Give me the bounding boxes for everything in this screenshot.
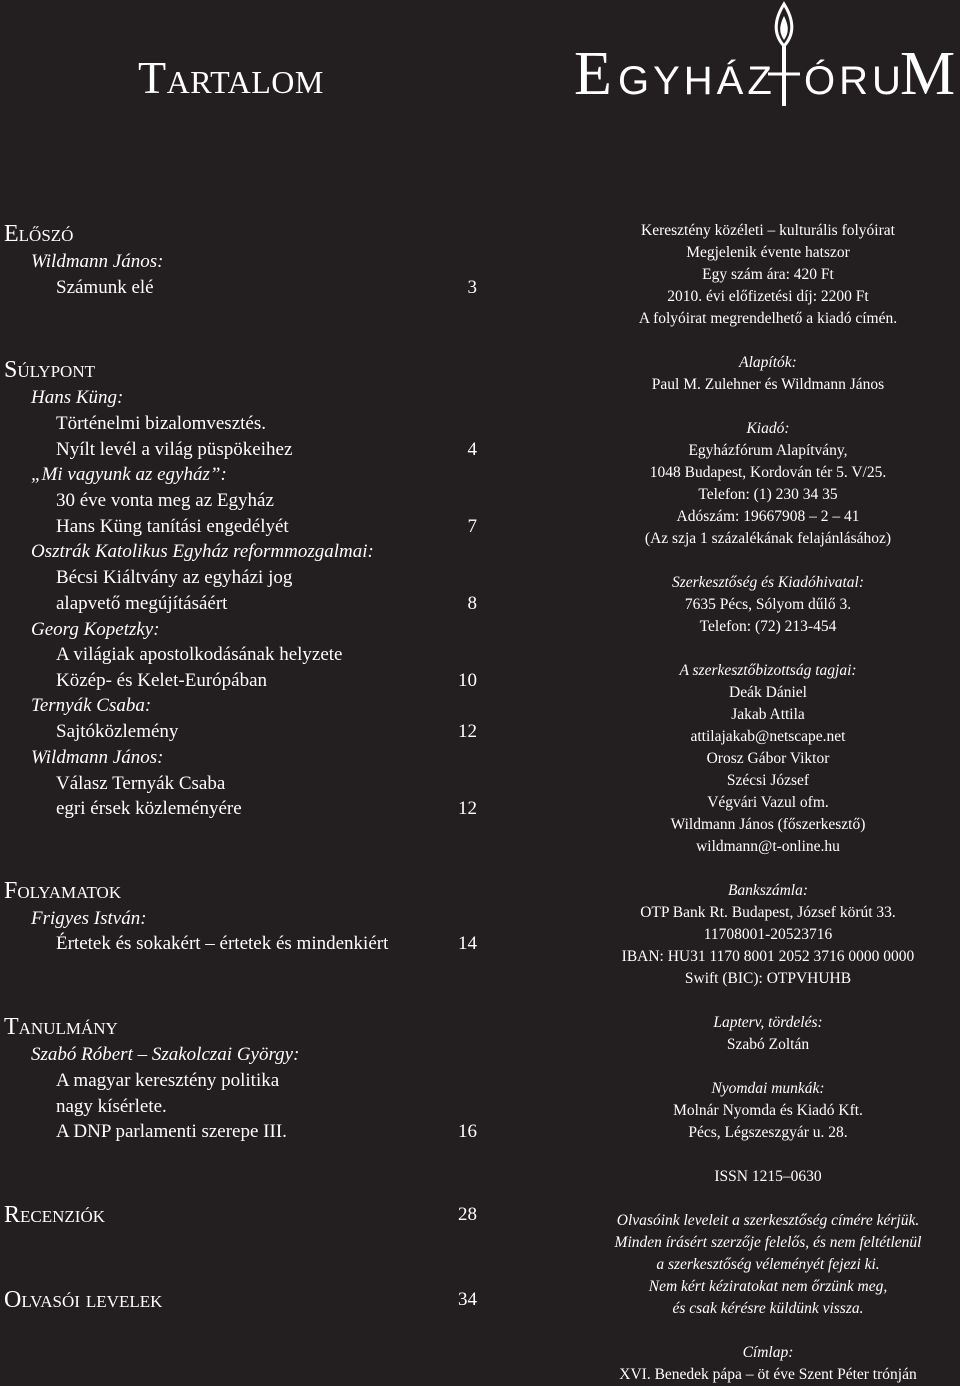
toc-author (0, 618, 480, 642)
imprint-line: XVI. Benedek pápa – öt éve Szent Péter trónján (619, 1366, 917, 1383)
imprint-line: Keresztény közéleti – kulturális folyóirat (641, 222, 895, 239)
imprint-line: Egyházfórum Alapítvány, (688, 442, 848, 459)
toc-text: Előszó (4, 221, 74, 247)
imprint-line: 1048 Budapest, Kordován tér 5. V/25. (649, 464, 887, 481)
toc-page-number: 12 (458, 721, 477, 742)
imprint-line: Szabó Zoltán (726, 1036, 810, 1053)
toc-page-number: 12 (458, 798, 477, 819)
toc-page-number: 7 (467, 516, 477, 537)
imprint-label: és csak kérésre küldünk vissza. (672, 1300, 864, 1317)
imprint-label: Olvasóink leveleit a szerkesztőség címére kérjük. (616, 1212, 920, 1229)
toc-text: Történelmi bizalomvesztés. (56, 413, 266, 434)
toc-text: Olvasói levelek (4, 1287, 163, 1313)
imprint-line: Wildmann János (főszerkesztő) (670, 816, 866, 833)
toc-section (0, 358, 480, 382)
toc-entry (0, 932, 480, 956)
imprint-line: Paul M. Zulehner és Wildmann János (651, 376, 885, 393)
toc-text: Közép- és Kelet-Európában (56, 670, 268, 691)
imprint-line: (Az szja 1 százalékának felajánlásához) (644, 530, 892, 547)
toc-section (0, 222, 480, 246)
imprint-column (578, 0, 958, 1385)
toc-page-number: 4 (467, 439, 477, 460)
toc-text: 30 éve vonta meg az Egyház (56, 490, 274, 511)
imprint-line: A folyóirat megrendelhető a kiadó címén. (638, 310, 898, 327)
toc-page-number: 14 (458, 933, 477, 954)
imprint-label: a szerkesztőség véleményét fejezi ki. (656, 1256, 880, 1273)
toc-page-number: 3 (467, 277, 477, 298)
imprint-line: Deák Dániel (729, 684, 807, 701)
toc-text: Súlypont (4, 357, 95, 383)
toc-section (0, 879, 480, 903)
imprint-label: Címlap: (742, 1344, 794, 1361)
toc-page-number: 28 (458, 1204, 477, 1225)
toc-text: egri érsek közleményére (56, 798, 242, 819)
toc-text: A DNP parlamenti szerepe III. (56, 1121, 287, 1142)
toc-entry (0, 438, 480, 462)
imprint-line: Molnár Nyomda és Kiadó Kft. (673, 1102, 863, 1119)
toc-text: Értetek és sokakért – értetek és mindenkiért (56, 933, 389, 954)
toc-text: Ternyák Csaba: (31, 695, 152, 716)
toc-author (0, 250, 480, 274)
toc-author (0, 694, 480, 718)
toc-text: nagy kísérlete. (56, 1096, 167, 1117)
imprint-label: Nem kért kéziratokat nem őrzünk meg, (648, 1278, 888, 1295)
toc-text: Folyamatok (4, 878, 122, 904)
toc-entry (0, 720, 480, 744)
toc-page-number: 10 (458, 670, 477, 691)
toc-text: Osztrák Katolikus Egyház reformmozgalmai: (31, 541, 374, 562)
toc-text: Bécsi Kiáltvány az egyházi jog (56, 567, 293, 588)
toc-entry (0, 515, 480, 539)
svg-text:M: M (900, 40, 956, 108)
imprint-line: wildmann@t-online.hu (696, 838, 840, 855)
imprint-line: OTP Bank Rt. Budapest, József körút 33. (640, 904, 896, 921)
imprint-line: Pécs, Légszeszgyár u. 28. (688, 1124, 848, 1141)
svg-text:E: E (574, 40, 612, 108)
page-title: Tartalom (138, 52, 324, 103)
toc-text: „Mi vagyunk az egyház”: (31, 464, 227, 485)
imprint-line: Jakab Attila (731, 706, 805, 723)
toc-page-number: 16 (458, 1121, 477, 1142)
toc-text: A magyar keresztény politika (56, 1070, 280, 1091)
imprint-line: Telefon: (1) 230 34 35 (698, 486, 838, 503)
toc-section (0, 1015, 480, 1039)
toc-page-number: 8 (467, 593, 477, 614)
toc-author (0, 1043, 480, 1067)
imprint-line: Végvári Vazul ofm. (707, 794, 829, 811)
imprint-label: A szerkesztőbizottság tagjai: (679, 662, 857, 679)
imprint-line: Szécsi József (726, 772, 810, 789)
toc-author (0, 746, 480, 770)
imprint-line: IBAN: HU31 1170 8001 2052 3716 0000 0000 (621, 948, 915, 965)
imprint-line: Swift (BIC): OTPVHUHB (684, 970, 852, 987)
toc-text: Tanulmány (4, 1014, 118, 1040)
toc-entry (0, 489, 480, 513)
toc-text: Szabó Róbert – Szakolczai György: (31, 1044, 300, 1065)
toc-text: alapvető megújításáért (56, 593, 228, 614)
toc-text: Wildmann János: (31, 747, 164, 768)
imprint-line: Orosz Gábor Viktor (706, 750, 830, 767)
toc-author (0, 907, 480, 931)
imprint-line: 7635 Pécs, Sólyom dűlő 3. (684, 596, 852, 613)
toc-entry (0, 772, 480, 796)
imprint-line: Egy szám ára: 420 Ft (702, 266, 834, 283)
toc-text: Számunk elé (56, 277, 154, 298)
imprint-line: Adószám: 19667908 – 2 – 41 (676, 508, 860, 525)
imprint-line: ISSN 1215–0630 (714, 1168, 822, 1185)
imprint-line: Telefon: (72) 213-454 (699, 618, 837, 635)
toc-entry (0, 797, 480, 821)
svg-text:ÓRU: ÓRU (804, 59, 905, 103)
toc-author (0, 463, 480, 487)
toc-entry (0, 276, 480, 300)
imprint-label: Szerkesztőség és Kiadóhivatal: (671, 574, 864, 591)
toc-entry (0, 566, 480, 590)
toc-entry (0, 592, 480, 616)
imprint-label: Alapítók: (739, 354, 797, 371)
toc-entry (0, 412, 480, 436)
toc-page-number: 34 (458, 1289, 477, 1310)
toc-text: A világiak apostolkodásának helyzete (56, 644, 343, 665)
toc-entry (0, 1069, 480, 1093)
toc-text: Frigyes István: (31, 908, 147, 929)
imprint-line: attilajakab@netscape.net (690, 728, 846, 745)
toc-text: Recenziók (4, 1202, 105, 1228)
imprint-label: Lapterv, tördelés: (713, 1014, 823, 1031)
toc-text: Sajtóközlemény (56, 721, 179, 742)
imprint-line: Megjelenik évente hatszor (686, 244, 850, 261)
toc-text: Georg Kopetzky: (31, 619, 160, 640)
toc-section (0, 1288, 480, 1312)
imprint-line: 11708001-20523716 (703, 926, 833, 943)
toc-entry (0, 1120, 480, 1144)
toc-entry (0, 643, 480, 667)
toc-section (0, 1203, 480, 1227)
toc-text: Hans Küng tanítási engedélyét (56, 516, 289, 537)
toc-author (0, 540, 480, 564)
toc-author (0, 386, 480, 410)
toc-text: Hans Küng: (31, 387, 124, 408)
toc-text: Válasz Ternyák Csaba (56, 773, 226, 794)
toc-entry (0, 669, 480, 693)
toc-text: Wildmann János: (31, 251, 164, 272)
imprint-line: 2010. évi előfizetési díj: 2200 Ft (667, 288, 869, 305)
toc-entry (0, 1095, 480, 1119)
svg-text:GYHÁZ: GYHÁZ (618, 59, 776, 103)
imprint-label: Bankszámla: (727, 882, 809, 899)
imprint-label: Nyomdai munkák: (711, 1080, 825, 1097)
imprint-label: Minden írásért szerzője felelős, és nem feltétlenül (614, 1234, 922, 1251)
toc-text: Nyílt levél a világ püspökeihez (56, 439, 293, 460)
imprint-label: Kiadó: (746, 420, 790, 437)
